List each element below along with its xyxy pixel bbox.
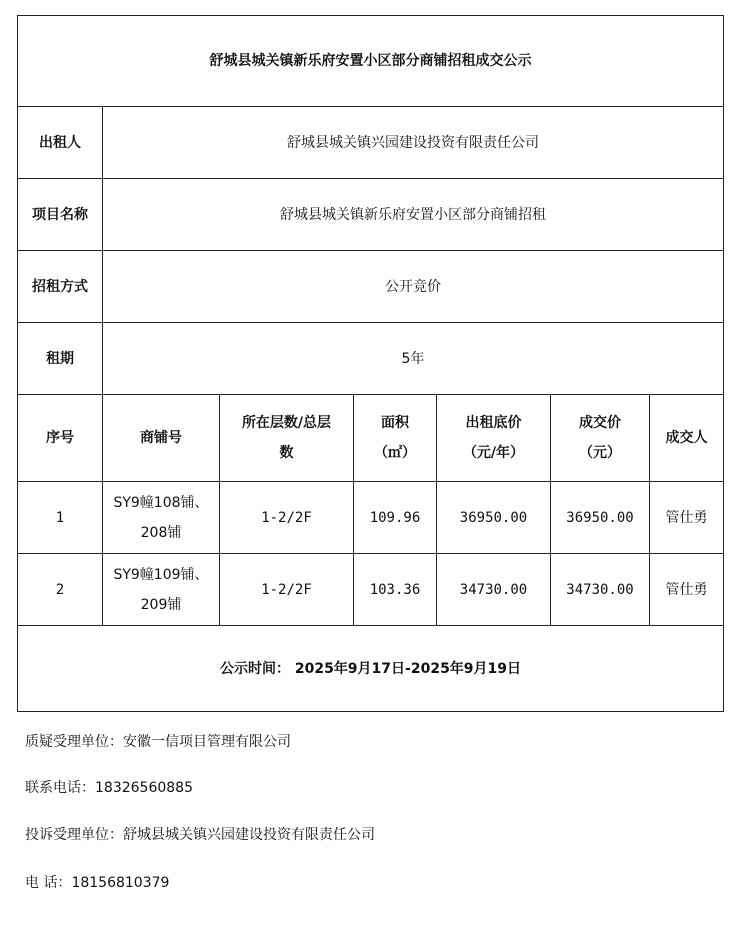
- cell-deal-price: 36950.00: [551, 482, 650, 554]
- table-row: [18, 482, 724, 554]
- label-lease-term: 租期: [18, 323, 103, 395]
- cell-floor: 1-2/2F: [220, 554, 354, 626]
- cell-floor: 1-2/2F: [220, 482, 354, 554]
- label-project-name: 项目名称: [18, 179, 103, 251]
- label-lessor: 出租人: [18, 107, 103, 179]
- table-row: [18, 554, 724, 626]
- header-seq: 序号: [18, 395, 103, 482]
- cell-shop: SY9幢108铺、 208铺: [103, 482, 220, 554]
- query-unit: 质疑受理单位：安徽一信项目管理有限公司: [25, 734, 291, 750]
- contact-phone: 联系电话：18326560885: [25, 780, 193, 796]
- header-winner: 成交人: [650, 395, 724, 482]
- cell-area: 109.96: [354, 482, 437, 554]
- header-floor: 所在层数/总层 数: [220, 395, 354, 482]
- header-deal-price: 成交价 （元）: [551, 395, 650, 482]
- header-shop: 商铺号: [103, 395, 220, 482]
- page-title: 舒城县城关镇新乐府安置小区部分商铺招租成交公示: [18, 16, 724, 107]
- cell-seq: 2: [18, 554, 103, 626]
- complaint-unit: 投诉受理单位：舒城县城关镇兴园建设投资有限责任公司: [25, 827, 375, 843]
- cell-seq: 1: [18, 482, 103, 554]
- announcement-table: [17, 15, 724, 712]
- value-project-name: 舒城县城关镇新乐府安置小区部分商铺招租: [103, 179, 724, 251]
- cell-deal-price: 34730.00: [551, 554, 650, 626]
- value-lessor: 舒城县城关镇兴园建设投资有限责任公司: [103, 107, 724, 179]
- header-area: 面积 （㎡）: [354, 395, 437, 482]
- cell-winner: 管仕勇: [650, 554, 724, 626]
- cell-area: 103.36: [354, 554, 437, 626]
- announcement-period: 公示时间： 2025年9月17日-2025年9月19日: [18, 626, 724, 712]
- value-lease-term: 5年: [103, 323, 724, 395]
- cell-winner: 管仕勇: [650, 482, 724, 554]
- value-lease-method: 公开竞价: [103, 251, 724, 323]
- cell-shop: SY9幢109铺、 209铺: [103, 554, 220, 626]
- table-header-row: [18, 395, 724, 482]
- label-lease-method: 招租方式: [18, 251, 103, 323]
- header-base-price: 出租底价 （元/年）: [437, 395, 551, 482]
- complaint-phone: 电 话：18156810379: [25, 875, 170, 891]
- cell-base-price: 34730.00: [437, 554, 551, 626]
- cell-base-price: 36950.00: [437, 482, 551, 554]
